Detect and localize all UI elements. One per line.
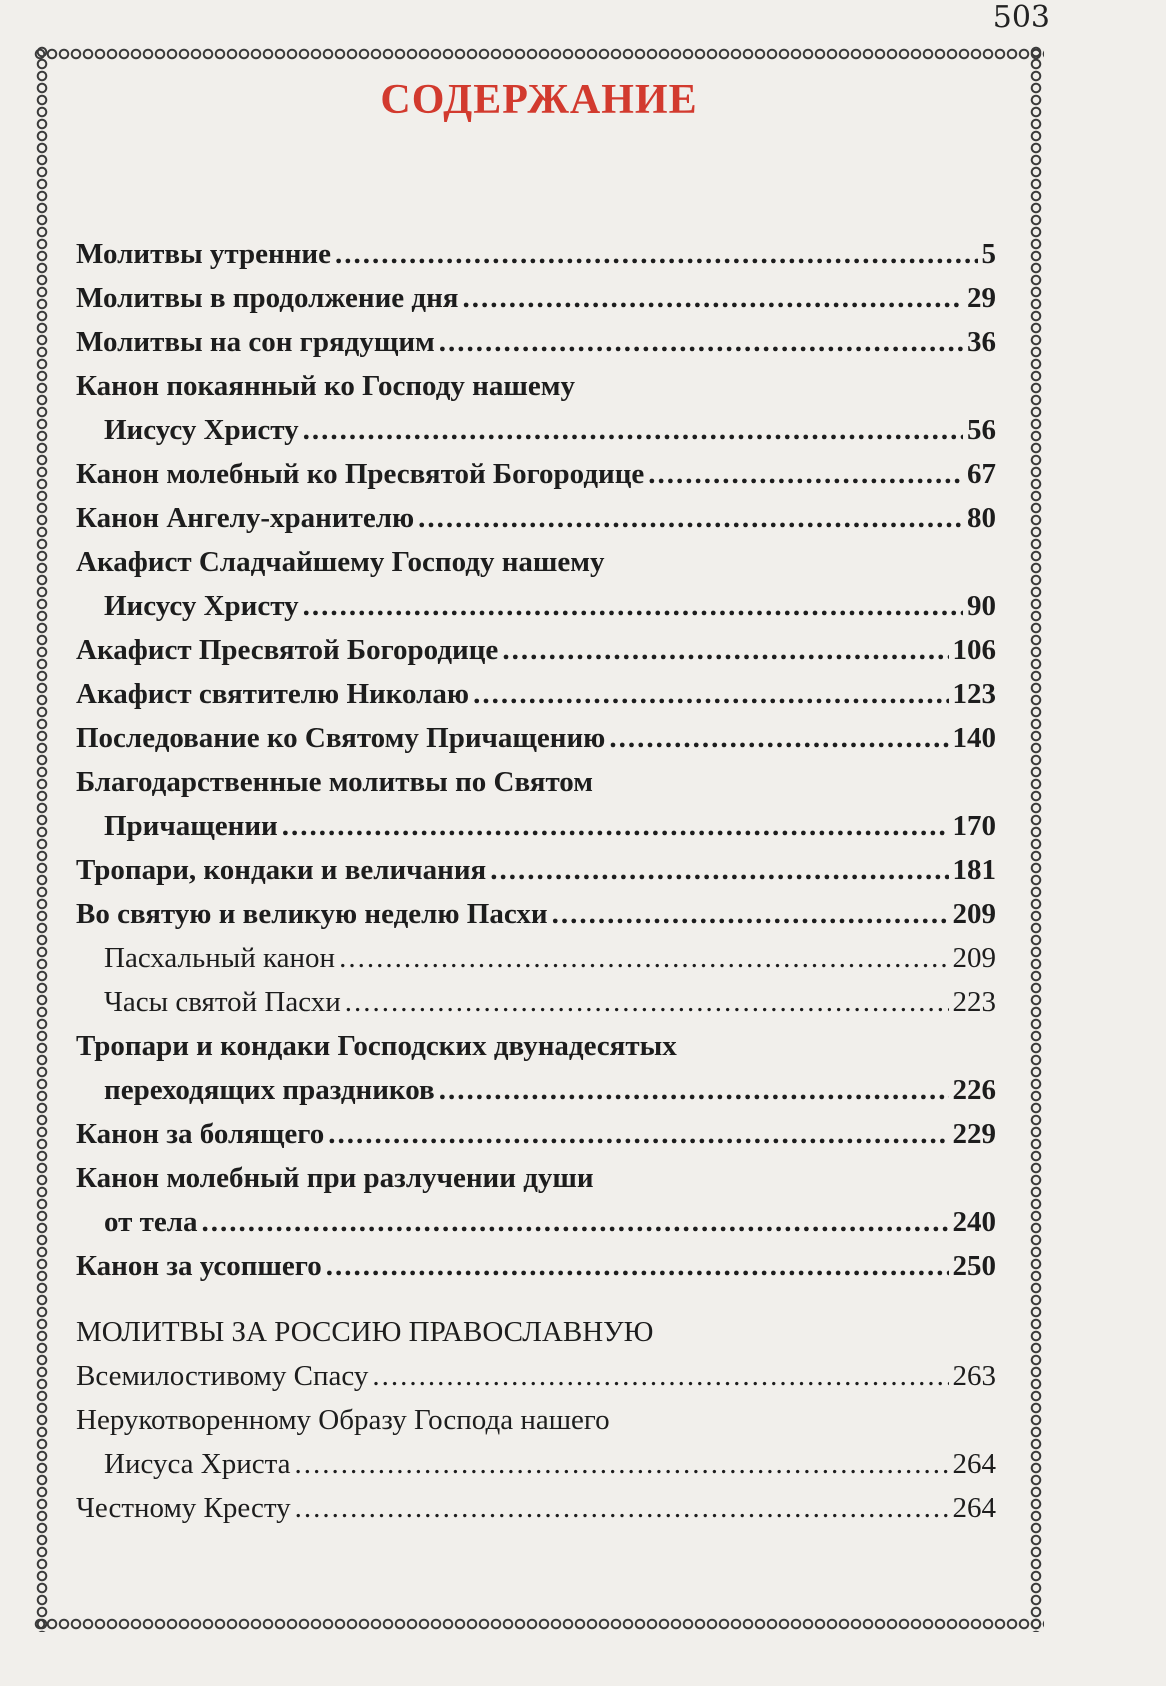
- toc-entry-title: Канон за усопшего: [76, 1250, 322, 1282]
- toc-entry: [76, 320, 996, 364]
- toc-entry-title-line1: Тропари и кондаки Господских двунадесятых: [76, 1030, 677, 1062]
- toc-entry-page: 123: [952, 678, 996, 710]
- toc-entry: [76, 232, 996, 276]
- toc-entry-title: Иисуса Христа: [104, 1448, 291, 1480]
- toc-entry-title: Молитвы на сон грядущим: [76, 326, 435, 358]
- toc-entry: [76, 892, 996, 936]
- toc-entry-title: Акафист Пресвятой Богородице: [76, 634, 499, 666]
- toc-entry-page: 264: [952, 1448, 996, 1480]
- toc-entry-title: Канон молебный ко Пресвятой Богородице: [76, 458, 645, 490]
- toc-entry-page: 29: [967, 282, 996, 314]
- toc-entry-title: Молитвы в продолжение дня: [76, 282, 459, 314]
- toc-entry-title: Во святую и великую неделю Пасхи: [76, 898, 548, 930]
- toc-entry-page: 263: [952, 1360, 996, 1392]
- toc-entry-title-line1: Акафист Сладчайшему Господу нашему: [76, 546, 605, 578]
- toc-entry-title: переходящих праздников: [104, 1074, 435, 1106]
- toc-entry-page: 140: [952, 722, 996, 754]
- toc-entry-page: 90: [967, 590, 996, 622]
- toc-entry-page: 264: [952, 1492, 996, 1524]
- frame-border-top: [34, 46, 1044, 62]
- toc-entry-title: Честному Кресту: [76, 1492, 291, 1524]
- toc-entry: [76, 1156, 996, 1244]
- toc-entry-title: Пасхальный канон: [104, 942, 336, 974]
- toc-entry-page: 209: [952, 942, 996, 974]
- toc-entry-page: 226: [952, 1074, 996, 1106]
- toc-entry-title: Акафист святителю Николаю: [76, 678, 470, 710]
- toc-entry-title-line1: Нерукотворенному Образу Господа нашего: [76, 1404, 610, 1436]
- toc-entry: [76, 848, 996, 892]
- toc-entry-page: 106: [952, 634, 996, 666]
- toc-entry-title-line1: Канон молебный при разлучении души: [76, 1162, 594, 1194]
- toc-entry: [76, 276, 996, 320]
- ornamental-frame: [34, 46, 1044, 1632]
- toc-entry-title: Иисусу Христу: [104, 590, 299, 622]
- toc-entry-page: 80: [967, 502, 996, 534]
- toc-entry-title: Часы святой Пасхи: [104, 986, 341, 1018]
- toc-entry-page: 5: [981, 238, 996, 270]
- toc-entry: [76, 1112, 996, 1156]
- toc-entry: [76, 672, 996, 716]
- toc-entry-title-line1: Канон покаянный ко Господу нашему: [76, 370, 575, 402]
- page-title: СОДЕРЖАНИЕ: [380, 77, 698, 123]
- toc-entry-title: Тропари, кондаки и величания: [76, 854, 487, 886]
- toc-entry-page: 36: [967, 326, 996, 358]
- toc-entry-page: 181: [952, 854, 996, 886]
- toc-entry-title: Причащении: [104, 810, 278, 842]
- toc-entry: [76, 760, 996, 848]
- toc-entry-page: 209: [952, 898, 996, 930]
- toc-entry-title: Канон за болящего: [76, 1118, 325, 1150]
- frame-border-left: [34, 46, 50, 1632]
- frame-border-right: [1028, 46, 1044, 1632]
- toc-entry: [76, 716, 996, 760]
- toc-entry-page: 229: [952, 1118, 996, 1150]
- toc-entry: [76, 980, 996, 1024]
- toc-entry: [76, 540, 996, 628]
- toc-entry-title: Всемилостивому Спасу: [76, 1360, 369, 1392]
- toc-entry: [76, 452, 996, 496]
- toc-entry: [76, 1398, 996, 1486]
- toc-entry-page: 170: [952, 810, 996, 842]
- section-title: МОЛИТВЫ ЗА РОССИЮ ПРАВОСЛАВНУЮ: [76, 1316, 654, 1348]
- toc-entry: [76, 1486, 996, 1530]
- toc-entry: [76, 936, 996, 980]
- toc-entry: [76, 1024, 996, 1112]
- toc-entry-page: 240: [952, 1206, 996, 1238]
- toc-entry: [76, 496, 996, 540]
- toc-entry-title: Последование ко Святому Причащению: [76, 722, 606, 754]
- toc-entry-title: Иисусу Христу: [104, 414, 299, 446]
- toc-entry: [76, 1354, 996, 1398]
- toc-entry-page: 223: [952, 986, 996, 1018]
- page-number: 503: [992, 0, 1050, 35]
- toc-entry-title: Молитвы утренние: [76, 238, 331, 270]
- toc-entry-title-line1: Благодарственные молитвы по Святом: [76, 766, 594, 798]
- toc-entry-page: 250: [952, 1250, 996, 1282]
- toc-entry-title: от тела: [104, 1206, 198, 1238]
- toc-entry-page: 56: [967, 414, 996, 446]
- table-of-contents: [76, 232, 996, 1530]
- toc-entry: [76, 1244, 996, 1288]
- toc-entry-title: Канон Ангелу-хранителю: [76, 502, 415, 534]
- toc-entry: [76, 364, 996, 452]
- toc-entry: [76, 628, 996, 672]
- frame-border-bottom: [34, 1616, 1044, 1632]
- toc-entry-page: 67: [967, 458, 996, 490]
